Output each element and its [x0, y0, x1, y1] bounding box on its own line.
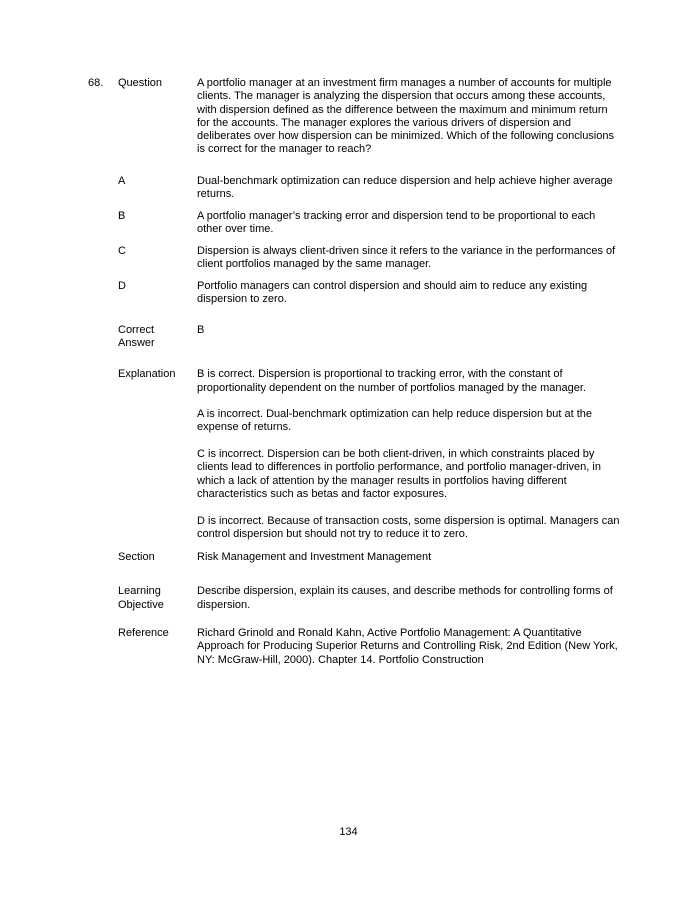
explanation-paragraph-3: C is incorrect. Dispersion can be both client-driven, in which constraints placed by clients lead to differences in portfolio performance, and portfolio manager-driven, in which a lack of attention by the manager results in portfolios having different characteristics such as betas and factor exposures. [197, 448, 601, 500]
question-row [88, 77, 620, 157]
correct-answer-row [88, 324, 620, 351]
explanation-paragraph-2: A is incorrect. Dual-benchmark optimization can help reduce dispersion but at the expense of returns. [197, 408, 592, 434]
correct-answer-label: Correct Answer [118, 323, 155, 349]
option-row-b [88, 210, 620, 237]
question-block [88, 77, 620, 667]
option-row-a [88, 175, 620, 202]
option-row-d [88, 280, 620, 307]
reference-text: Richard Grinold and Ronald Kahn, Active Portfolio Management: A Quantitative Approach for Producing Superior Returns and Controlling Risk, 2nd Edition (New York, NY: McGraw-Hill, 2000). Chapter 14. Portfolio Construction [197, 627, 618, 666]
question-label: Question [118, 77, 163, 89]
section-text: Risk Management and Investment Management [197, 551, 432, 564]
explanation-paragraph-4: D is incorrect. Because of transaction costs, some dispersion is optimal. Managers can control dispersion but should not try to reduce it to zero. [197, 514, 620, 540]
option-letter-c: C [118, 244, 126, 257]
option-text-b: A portfolio manager’s tracking error and dispersion tend to be proportional to each other over time. [197, 209, 596, 236]
reference-label: Reference [118, 627, 169, 639]
reference-row [88, 627, 620, 667]
explanation-paragraph-1: B is correct. Dispersion is proportional to tracking error, with the constant of proportionality dependent on the number of portfolios managed by the manager. [197, 368, 586, 394]
option-text-a: Dual-benchmark optimization can reduce dispersion and help achieve higher average returns. [197, 174, 613, 201]
question-text: A portfolio manager at an investment firm manages a number of accounts for multiple clients. The manager is analyzing the dispersion that occurs among these accounts, with dispersion defined as the difference between the maximum and minimum return for the accounts. The manager explores the various drivers of dispersion and deliberates over how dispersion can be minimized. Which of the following conclusions is correct for the manager to reach? [197, 77, 614, 156]
option-text-c: Dispersion is always client-driven since it refers to the variance in the performances of client portfolios managed by the same manager. [197, 244, 616, 271]
explanation-row [88, 368, 620, 541]
learning-objective-row [88, 585, 620, 612]
section-label: Section [118, 551, 155, 564]
option-letter-b: B [118, 209, 126, 222]
learning-objective-label: Learning Objective [118, 585, 164, 611]
option-letter-d: D [118, 280, 126, 293]
section-row [88, 551, 620, 564]
option-letter-a: A [118, 174, 126, 187]
explanation-text [197, 368, 620, 541]
correct-answer-value: B [197, 323, 205, 336]
question-number: 68. [88, 77, 104, 89]
learning-objective-text: Describe dispersion, explain its causes, and describe methods for controlling forms of dispersion. [197, 585, 613, 611]
option-text-d: Portfolio managers can control dispersion and should aim to reduce any existing dispersion to zero. [197, 280, 588, 306]
page-number: 134 [339, 826, 358, 838]
explanation-label: Explanation [118, 368, 176, 381]
option-row-c [88, 245, 620, 272]
